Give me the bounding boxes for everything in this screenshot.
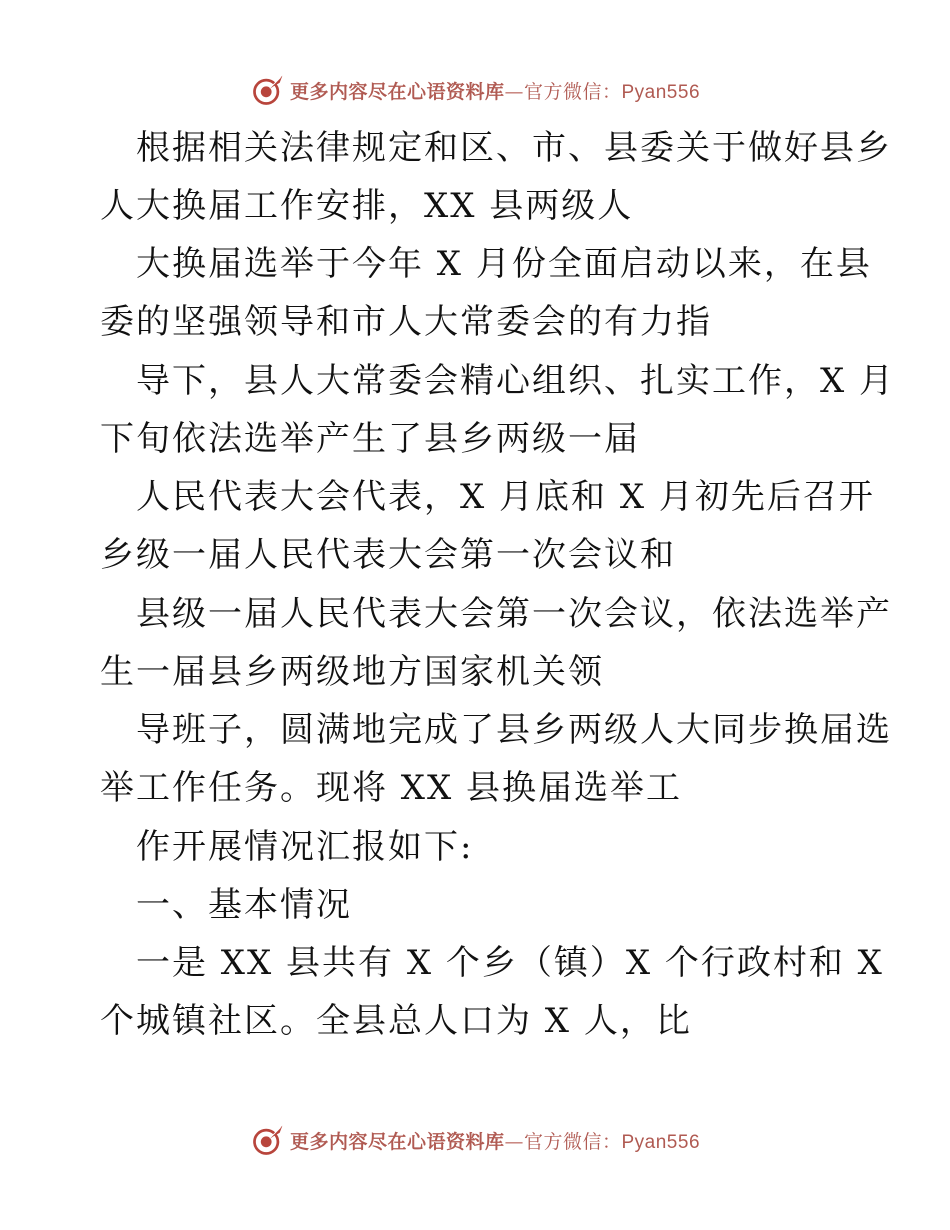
document-line: 委的坚强领导和市人大常委会的有力指 <box>100 302 712 342</box>
document-line: 人大换届工作安排，XX 县两级人 <box>100 186 634 226</box>
document-line: 个城镇社区。全县总人口为 X 人，比 <box>100 1001 692 1041</box>
watermark-separator: — <box>504 1130 524 1153</box>
document-line: 举工作任务。现将 XX 县换届选举工 <box>100 768 683 808</box>
header-watermark <box>0 70 950 110</box>
document-line: 作开展情况汇报如下: <box>136 827 474 867</box>
document-line: 县级一届人民代表大会第一次会议，依法选举产 <box>136 594 892 634</box>
document-line: 乡级一届人民代表大会第一次会议和 <box>100 535 676 575</box>
quill-logo-icon <box>250 72 286 108</box>
watermark-text <box>290 1127 700 1154</box>
document-line: 一是 XX 县共有 X 个乡（镇）X 个行政村和 X <box>136 943 884 983</box>
document-line: 生一届县乡两级地方国家机关领 <box>100 652 604 692</box>
section-heading: 一、基本情况 <box>136 885 352 925</box>
document-line: 导下，县人大常委会精心组织、扎实工作，X 月 <box>136 361 896 401</box>
footer-watermark <box>0 1120 950 1160</box>
watermark-sub-text: 官方微信： <box>523 1130 622 1153</box>
watermark-account: Pyan556 <box>621 1131 701 1153</box>
document-line: 大换届选举于今年 X 月份全面启动以来，在县 <box>136 244 872 284</box>
document-line: 人民代表大会代表，X 月底和 X 月初先后召开 <box>136 477 875 517</box>
watermark-main-text: 更多内容尽在心语资料库 <box>289 1130 505 1153</box>
watermark-account: Pyan556 <box>621 81 701 103</box>
document-line: 根据相关法律规定和区、市、县委关于做好县乡 <box>136 128 892 168</box>
watermark-main-text: 更多内容尽在心语资料库 <box>289 80 505 103</box>
quill-logo-icon <box>250 1122 286 1158</box>
document-line: 导班子，圆满地完成了县乡两级人大同步换届选 <box>136 710 892 750</box>
document-line: 下旬依法选举产生了县乡两级一届 <box>100 419 640 459</box>
watermark-sub-text: 官方微信： <box>523 80 622 103</box>
watermark-text <box>290 77 700 104</box>
watermark-separator: — <box>504 80 524 103</box>
